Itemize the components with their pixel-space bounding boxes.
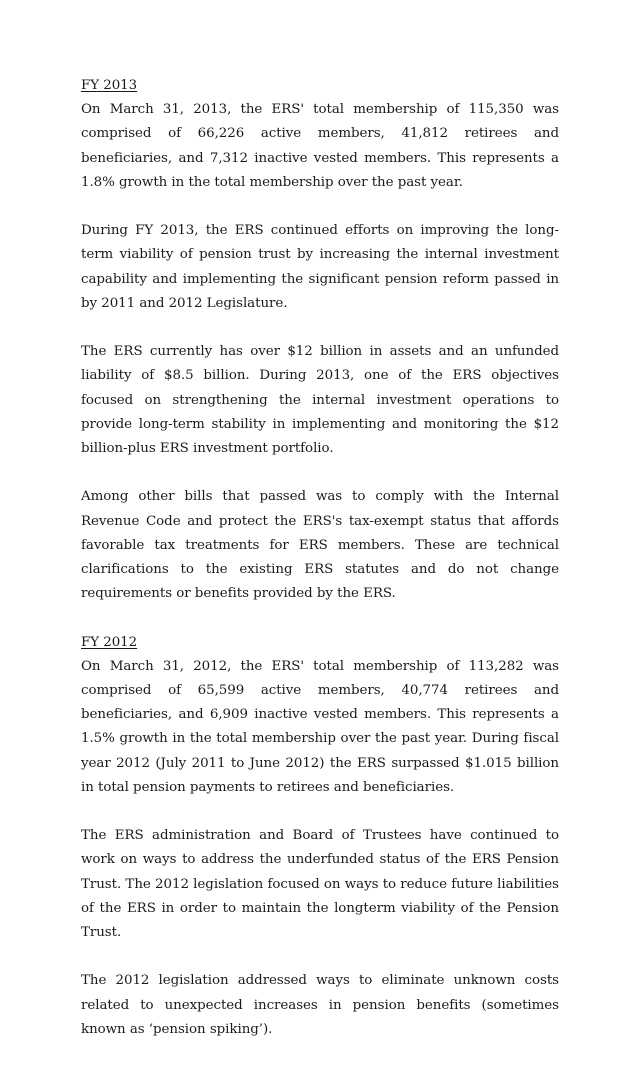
paragraph: On March 31, 2013, the ERS' total membership of 115,350 was comprised of 66,226 active members, 41,812 retirees and beneficiaries, and 7,312 inactive vested members. This represents a 1.8% growth in the total membership over the past year. — [81, 102, 559, 190]
paragraph: Among other bills that passed was to comply with the Internal Revenue Code and protect the ERS's tax-exempt status that affords favorable tax treatments for ERS members. These are technical clarifications to the existing ERS statutes and do not change requirements or benefits provided by the ERS. — [81, 489, 559, 602]
section-heading: FY 2012 — [81, 634, 138, 650]
paragraph: During FY 2013, the ERS continued efforts on improving the long-term viability of pension trust by increasing the internal investment capability and implementing the significant pension reform passed in by 2011 and 2012 Legislature. — [81, 223, 559, 311]
document-page — [81, 74, 559, 1066]
paragraph: The 2012 legislation addressed ways to eliminate unknown costs related to unexpected increases in pension benefits (sometimes known as ‘pension spiking’). — [81, 973, 559, 1037]
paragraph: On March 31, 2012, the ERS' total membership of 113,282 was comprised of 65,599 active members, 40,774 retirees and beneficiaries, and 6,909 inactive vested members. This represents a 1.5% growth in the total membership over the past year. During fiscal year 2012 (July 2011 to June 2012) the ERS surpassed $1.015 billion in total pension payments to retirees and beneficiaries. — [81, 658, 559, 795]
section-fy-2013 — [81, 74, 559, 606]
section-fy-2012 — [81, 631, 559, 1042]
paragraph: The ERS administration and Board of Trustees have continued to work on ways to address the underfunded status of the ERS Pension Trust. The 2012 legislation focused on ways to reduce future liabilities of the ERS in order to maintain the longterm viability of the Pension Trust. — [81, 828, 559, 941]
section-heading: FY 2013 — [81, 78, 138, 93]
paragraph: The ERS currently has over $12 billion in assets and an unfunded liability of $8.5 billion. During 2013, one of the ERS objectives focused on strengthening the internal investment operations to provide long-term stability in implementing and monitoring the $12 billion-plus ERS investment portfolio. — [81, 344, 559, 457]
